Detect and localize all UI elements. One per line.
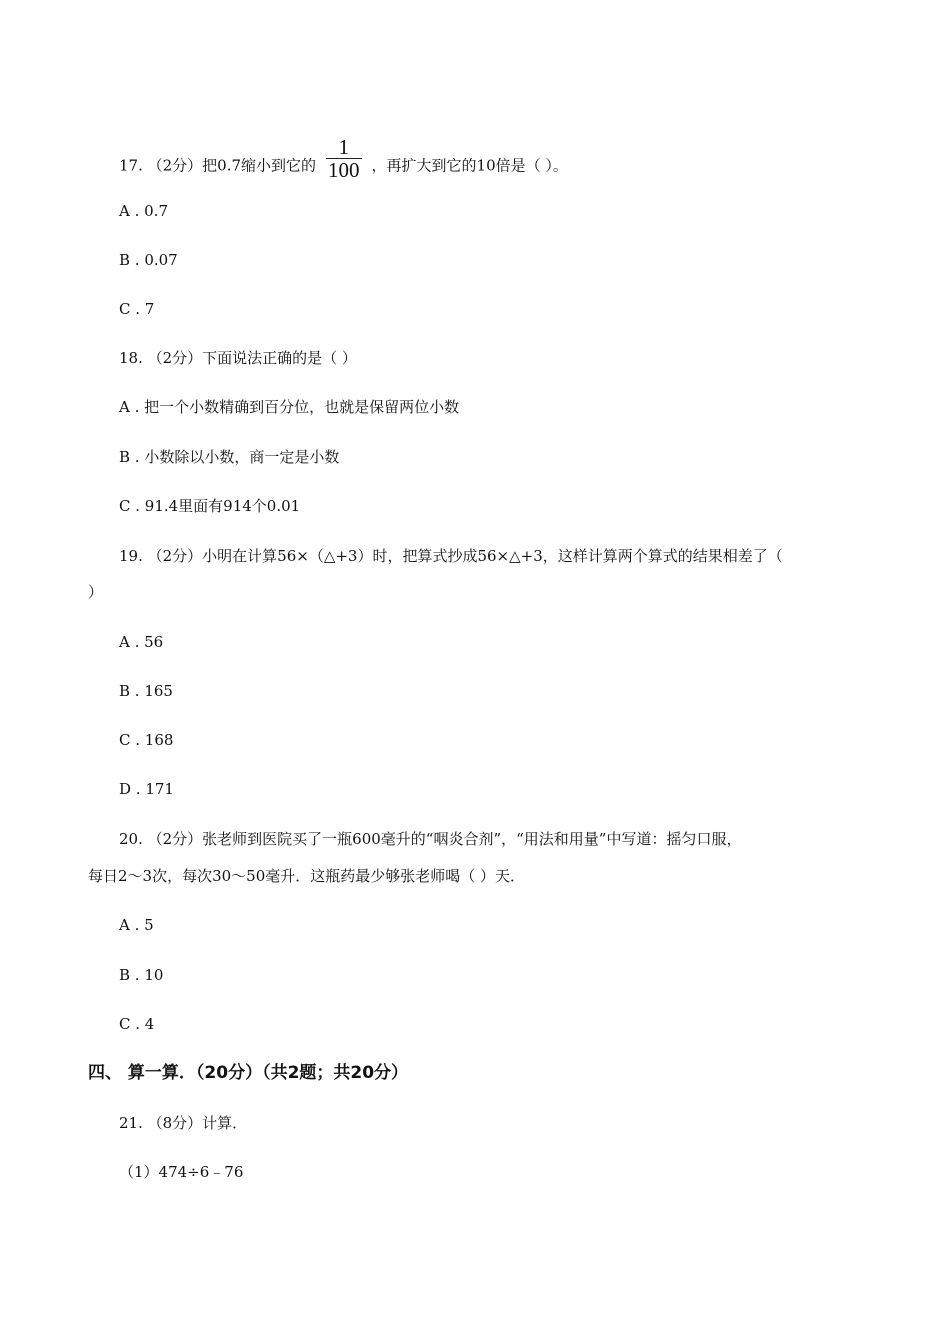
- question-19: 19. （2分）小明在计算56×（△+3）时，把算式抄成56×△+3，这样计算两个算式的结果相差了（: [119, 547, 783, 565]
- section-4-heading: 四、 算一算．（20分）（共2题；共20分）: [88, 1063, 409, 1083]
- question-20-option-b[interactable]: B . 10: [119, 966, 164, 984]
- question-18-option-c[interactable]: C . 91.4里面有914个0.01: [119, 497, 301, 515]
- question-17-lead: 17. （2分）把0.7缩小到它的: [119, 156, 317, 175]
- question-17-option-a[interactable]: A . 0.7: [119, 202, 168, 220]
- question-19-option-c[interactable]: C . 168: [119, 731, 174, 749]
- question-19-option-a[interactable]: A . 56: [119, 633, 164, 651]
- question-20-continuation: 每日2～3次，每次30～50毫升．这瓶药最少够张老师喝（ ）天．: [88, 867, 526, 885]
- question-18-option-b[interactable]: B . 小数除以小数，商一定是小数: [119, 448, 340, 466]
- question-17: [119, 135, 568, 188]
- question-18: 18. （2分）下面说法正确的是（ ）: [119, 349, 357, 367]
- fraction-one-hundredth: [326, 137, 362, 180]
- question-19-continuation: ）: [88, 583, 104, 601]
- fraction-denominator: 100: [328, 158, 360, 182]
- question-17-option-b[interactable]: B . 0.07: [119, 251, 178, 269]
- question-20-option-a[interactable]: A . 5: [119, 916, 154, 934]
- question-18-option-a[interactable]: A . 把一个小数精确到百分位，也就是保留两位小数: [119, 398, 460, 416]
- question-17-option-c[interactable]: C . 7: [119, 300, 155, 318]
- question-19-option-d[interactable]: D . 171: [119, 780, 174, 798]
- fraction-numerator: 1: [338, 135, 350, 159]
- question-20: 20. （2分）张老师到医院买了一瓶600毫升的“咽炎合剂”，“用法和用量”中写道：摇匀口服，: [119, 830, 742, 848]
- question-21: 21. （8分）计算．: [119, 1114, 248, 1132]
- question-20-option-c[interactable]: C . 4: [119, 1015, 155, 1033]
- question-17-tail: ，再扩大到它的10倍是（ ）。: [371, 156, 568, 175]
- question-19-option-b[interactable]: B . 165: [119, 682, 173, 700]
- question-21-part-1: （1）474÷6﹣76: [119, 1163, 244, 1181]
